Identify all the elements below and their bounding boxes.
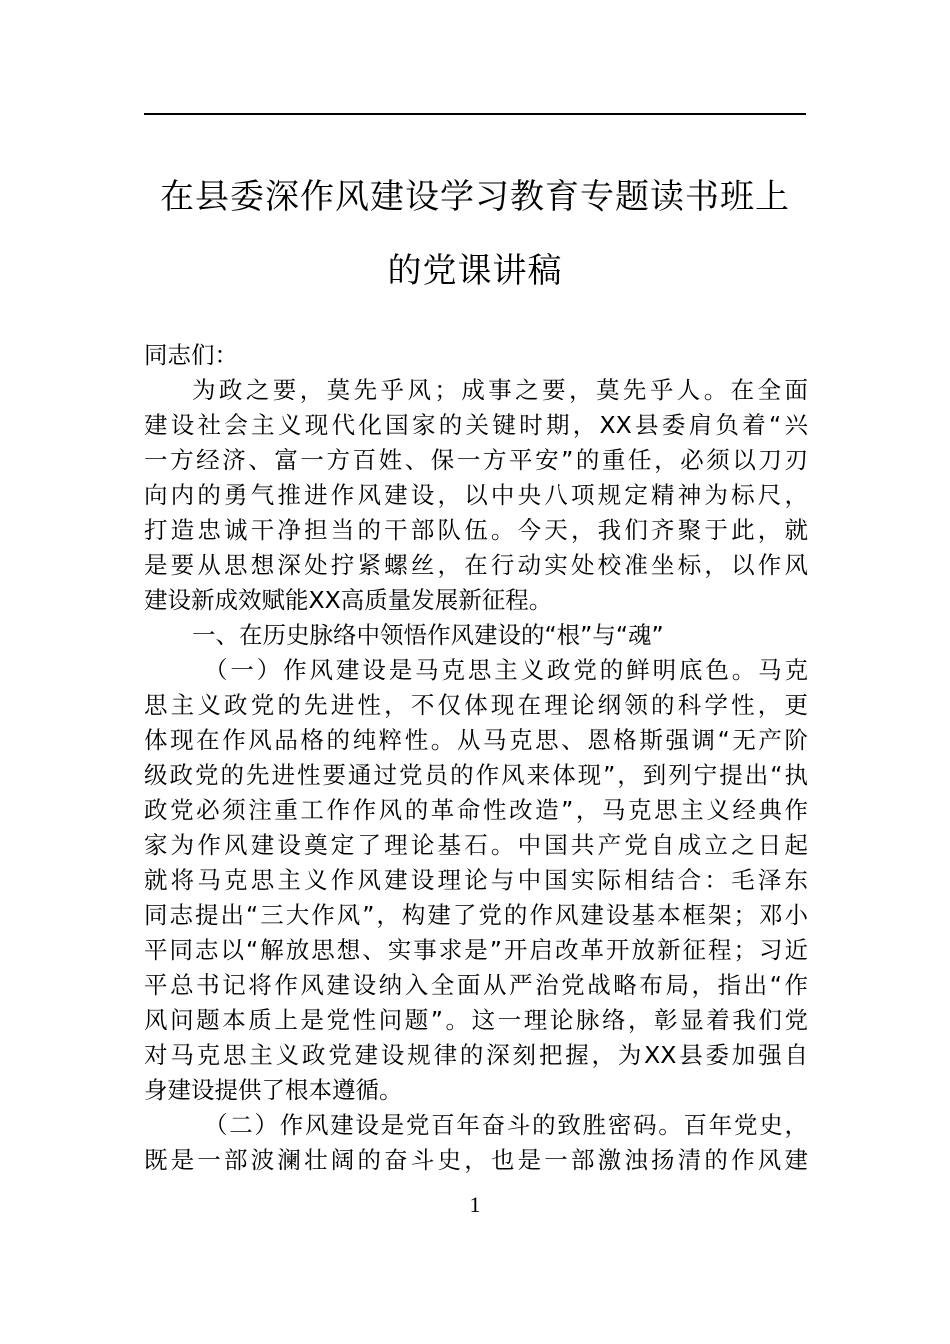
text-line: 平同志以“解放思想、实事求是”开启改革开放新征程；习近 [144, 936, 808, 964]
paragraph-intro [144, 373, 808, 618]
text-line: 就将马克思主义作风建设理论与中国实际相结合：毛泽东 [144, 866, 808, 894]
text-line: 家为作风建设奠定了理论基石。中国共产党自成立之日起 [144, 831, 808, 859]
text-line: 是要从思想深处拧紧螺丝，在行动实处校准坐标，以作风 [144, 551, 808, 579]
text-line: 建设社会主义现代化国家的关键时期，XX县委肩负着“兴 [144, 411, 808, 439]
text-line: （二）作风建设是党百年奋斗的致胜密码。百年党史， [204, 1111, 808, 1139]
paragraph-subsection-1 [144, 653, 808, 1108]
text-line: 政党必须注重工作作风的革命性改造”，马克思主义经典作 [144, 796, 808, 824]
text-line: 思主义政党的先进性，不仅体现在理论纲领的科学性，更 [144, 691, 808, 719]
text-line: 建设新成效赋能XX高质量发展新征程。 [144, 586, 553, 614]
header-rule [144, 113, 806, 115]
page-number: 1 [469, 1192, 481, 1217]
text-line: 向内的勇气推进作风建设，以中央八项规定精神为标尺， [144, 481, 808, 509]
text-line: 风问题本质上是党性问题”。这一理论脉络，彰显着我们党 [144, 1006, 808, 1034]
title-line-1: 在县委深作风建设学习教育专题读书班上 [160, 177, 790, 217]
text-line: 身建设提供了根本遵循。 [144, 1076, 403, 1104]
text-line: 平总书记将作风建设纳入全面从严治党战略布局，指出“作 [144, 971, 808, 999]
section-heading-1 [144, 618, 808, 653]
text-line: 既是一部波澜壮阔的奋斗史，也是一部激浊扬清的作风建 [144, 1146, 808, 1174]
text-line: 打造忠诚干净担当的干部队伍。今天，我们齐聚于此，就 [144, 516, 808, 544]
text-line: 一方经济、富一方百姓、保一方平安”的重任，必须以刀刃 [144, 446, 808, 474]
text-line: 对马克思主义政党建设规律的深刻把握，为XX县委加强自 [144, 1041, 808, 1069]
section-heading-text: 一、在历史脉络中领悟作风建设的“根”与“魂” [192, 621, 664, 649]
text-line: （一）作风建设是马克思主义政党的鲜明底色。马克 [204, 656, 808, 684]
text-line: 体现在作风品格的纯粹性。从马克思、恩格斯强调“无产阶 [144, 726, 808, 754]
title-line-2: 的党课讲稿 [387, 251, 563, 291]
text-line: 同志提出“三大作风”，构建了党的作风建设基本框架；邓小 [144, 901, 808, 929]
paragraph-subsection-2 [144, 1108, 808, 1178]
text-line: 级政党的先进性要通过党员的作风来体现”，到列宁提出“执 [144, 761, 808, 789]
document-title [144, 160, 806, 308]
salutation: 同志们： [144, 341, 238, 369]
text-line: 为政之要，莫先乎风；成事之要，莫先乎人。在全面 [192, 376, 808, 404]
document-body [144, 338, 808, 1178]
